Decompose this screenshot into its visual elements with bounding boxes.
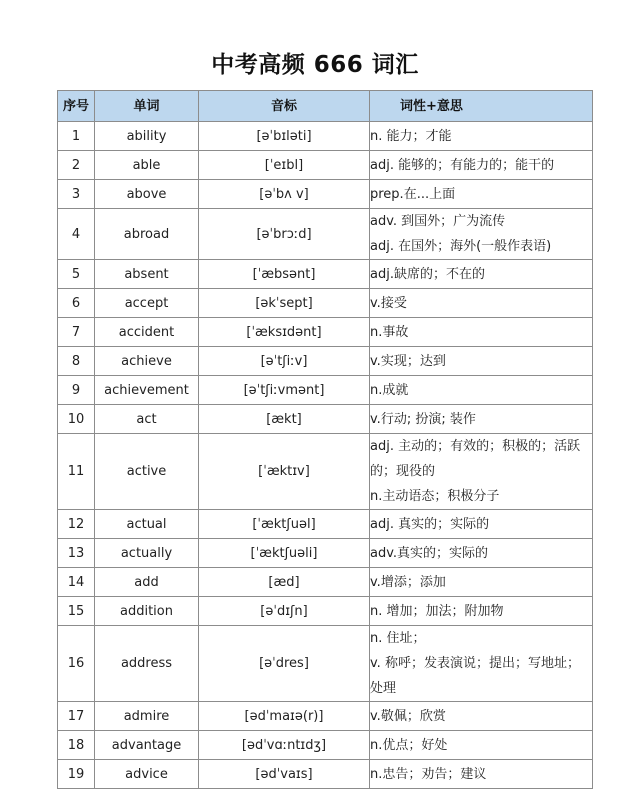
table-row xyxy=(58,539,593,568)
row-definition xyxy=(370,568,593,597)
row-word: accept xyxy=(95,289,199,318)
table-row xyxy=(58,568,593,597)
definition-line: n.忠告；劝告；建议 xyxy=(370,766,487,782)
table-row xyxy=(58,151,593,180)
row-number: 16 xyxy=(58,626,95,702)
definition-line: adj. 真实的；实际的 xyxy=(370,516,490,532)
row-word: advice xyxy=(95,760,199,789)
row-definition xyxy=(370,626,593,702)
row-number: 5 xyxy=(58,260,95,289)
row-definition xyxy=(370,318,593,347)
table-row xyxy=(58,180,593,209)
row-number: 19 xyxy=(58,760,95,789)
row-word: active xyxy=(95,434,199,510)
row-number: 11 xyxy=(58,434,95,510)
row-word: addition xyxy=(95,597,199,626)
table-row xyxy=(58,289,593,318)
row-number: 17 xyxy=(58,702,95,731)
row-definition xyxy=(370,151,593,180)
table-row xyxy=(58,260,593,289)
row-definition xyxy=(370,597,593,626)
table-row xyxy=(58,760,593,789)
row-word: achievement xyxy=(95,376,199,405)
table-row xyxy=(58,122,593,151)
row-phonetic: [əˈtʃiːv] xyxy=(199,347,370,376)
row-word: ability xyxy=(95,122,199,151)
row-phonetic: [ˈæbsənt] xyxy=(199,260,370,289)
row-definition xyxy=(370,376,593,405)
row-number: 13 xyxy=(58,539,95,568)
table-row xyxy=(58,510,593,539)
row-phonetic: [ˈæksɪdənt] xyxy=(199,318,370,347)
row-number: 3 xyxy=(58,180,95,209)
definition-line: 处理 xyxy=(370,681,397,696)
definition-line: n. 住址； xyxy=(370,631,426,646)
row-phonetic: [əˈtʃiːvmənt] xyxy=(199,376,370,405)
definition-line: n. 增加；加法；附加物 xyxy=(370,603,504,619)
row-number: 9 xyxy=(58,376,95,405)
definition-line: v.实现；达到 xyxy=(370,353,446,369)
row-word: admire xyxy=(95,702,199,731)
row-definition xyxy=(370,731,593,760)
row-word: advantage xyxy=(95,731,199,760)
row-phonetic: [əˈbɪləti] xyxy=(199,122,370,151)
row-number: 1 xyxy=(58,122,95,151)
row-phonetic: [ˈæktʃuəl] xyxy=(199,510,370,539)
row-phonetic: [əkˈsept] xyxy=(199,289,370,318)
row-number: 14 xyxy=(58,568,95,597)
table-row xyxy=(58,731,593,760)
definition-line: v.行动; 扮演; 装作 xyxy=(370,411,476,427)
row-definition xyxy=(370,539,593,568)
row-phonetic: [ˈæktɪv] xyxy=(199,434,370,510)
row-word: actual xyxy=(95,510,199,539)
row-phonetic: [ədˈvɑːntɪdʒ] xyxy=(199,731,370,760)
header-pos-meaning: 词性+意思 xyxy=(370,91,593,122)
row-definition xyxy=(370,180,593,209)
definition-line: v.敬佩；欣赏 xyxy=(370,708,446,724)
row-phonetic: [əˈdɪʃn] xyxy=(199,597,370,626)
definition-line: adj.缺席的；不在的 xyxy=(370,266,485,282)
row-definition xyxy=(370,510,593,539)
row-word: add xyxy=(95,568,199,597)
table-row xyxy=(58,209,593,260)
row-phonetic: [ˈeɪbl] xyxy=(199,151,370,180)
row-word: act xyxy=(95,405,199,434)
vocabulary-table xyxy=(57,90,593,789)
definition-line: v.增添；添加 xyxy=(370,574,446,590)
row-phonetic: [əˈdres] xyxy=(199,626,370,702)
row-word: accident xyxy=(95,318,199,347)
header-number: 序号 xyxy=(58,91,95,122)
definition-line: 的；现役的 xyxy=(370,464,436,479)
definition-line: adj. 能够的；有能力的；能干的 xyxy=(370,157,555,173)
row-definition xyxy=(370,405,593,434)
row-definition xyxy=(370,209,593,260)
row-number: 7 xyxy=(58,318,95,347)
definition-line: n.成就 xyxy=(370,382,409,398)
row-word: abroad xyxy=(95,209,199,260)
row-word: address xyxy=(95,626,199,702)
row-definition xyxy=(370,702,593,731)
row-phonetic: [əˈbʌ v] xyxy=(199,180,370,209)
row-word: able xyxy=(95,151,199,180)
definition-line: n. 能力；才能 xyxy=(370,128,452,144)
row-word: above xyxy=(95,180,199,209)
row-number: 6 xyxy=(58,289,95,318)
row-phonetic: [æd] xyxy=(199,568,370,597)
row-definition xyxy=(370,760,593,789)
row-number: 18 xyxy=(58,731,95,760)
definition-line: v. 称呼；发表演说；提出；写地址； xyxy=(370,656,580,671)
row-word: achieve xyxy=(95,347,199,376)
definition-line: n.优点；好处 xyxy=(370,737,448,753)
page-title: 中考高频 666 词汇 xyxy=(211,52,419,78)
table-row xyxy=(58,405,593,434)
row-number: 8 xyxy=(58,347,95,376)
table-row xyxy=(58,347,593,376)
table-header-row xyxy=(58,91,593,122)
definition-line: adv. 到国外；广为流传 xyxy=(370,214,506,229)
row-number: 4 xyxy=(58,209,95,260)
definition-line: n.事故 xyxy=(370,324,409,340)
definition-line: v.接受 xyxy=(370,295,407,311)
row-definition xyxy=(370,434,593,510)
definition-line: adj. 主动的；有效的；积极的；活跃 xyxy=(370,439,581,454)
row-number: 12 xyxy=(58,510,95,539)
table-row xyxy=(58,318,593,347)
definition-line: prep.在...上面 xyxy=(370,186,456,202)
row-number: 2 xyxy=(58,151,95,180)
row-phonetic: [ədˈvaɪs] xyxy=(199,760,370,789)
row-word: absent xyxy=(95,260,199,289)
row-definition xyxy=(370,122,593,151)
table-row xyxy=(58,434,593,510)
header-phonetic: 音标 xyxy=(199,91,370,122)
row-definition xyxy=(370,289,593,318)
row-number: 10 xyxy=(58,405,95,434)
row-phonetic: [ədˈmaɪə(r)] xyxy=(199,702,370,731)
table-row xyxy=(58,702,593,731)
header-word: 单词 xyxy=(95,91,199,122)
definition-line: adj. 在国外；海外(一般作表语) xyxy=(370,239,552,254)
row-phonetic: [ækt] xyxy=(199,405,370,434)
definition-line: n.主动语态；积极分子 xyxy=(370,489,500,504)
row-phonetic: [ˈæktʃuəli] xyxy=(199,539,370,568)
row-word: actually xyxy=(95,539,199,568)
row-number: 15 xyxy=(58,597,95,626)
definition-line: adv.真实的；实际的 xyxy=(370,545,489,561)
table-row xyxy=(58,626,593,702)
row-definition xyxy=(370,260,593,289)
table-row xyxy=(58,597,593,626)
row-definition xyxy=(370,347,593,376)
row-phonetic: [əˈbrɔːd] xyxy=(199,209,370,260)
table-body xyxy=(58,122,593,789)
table-row xyxy=(58,376,593,405)
